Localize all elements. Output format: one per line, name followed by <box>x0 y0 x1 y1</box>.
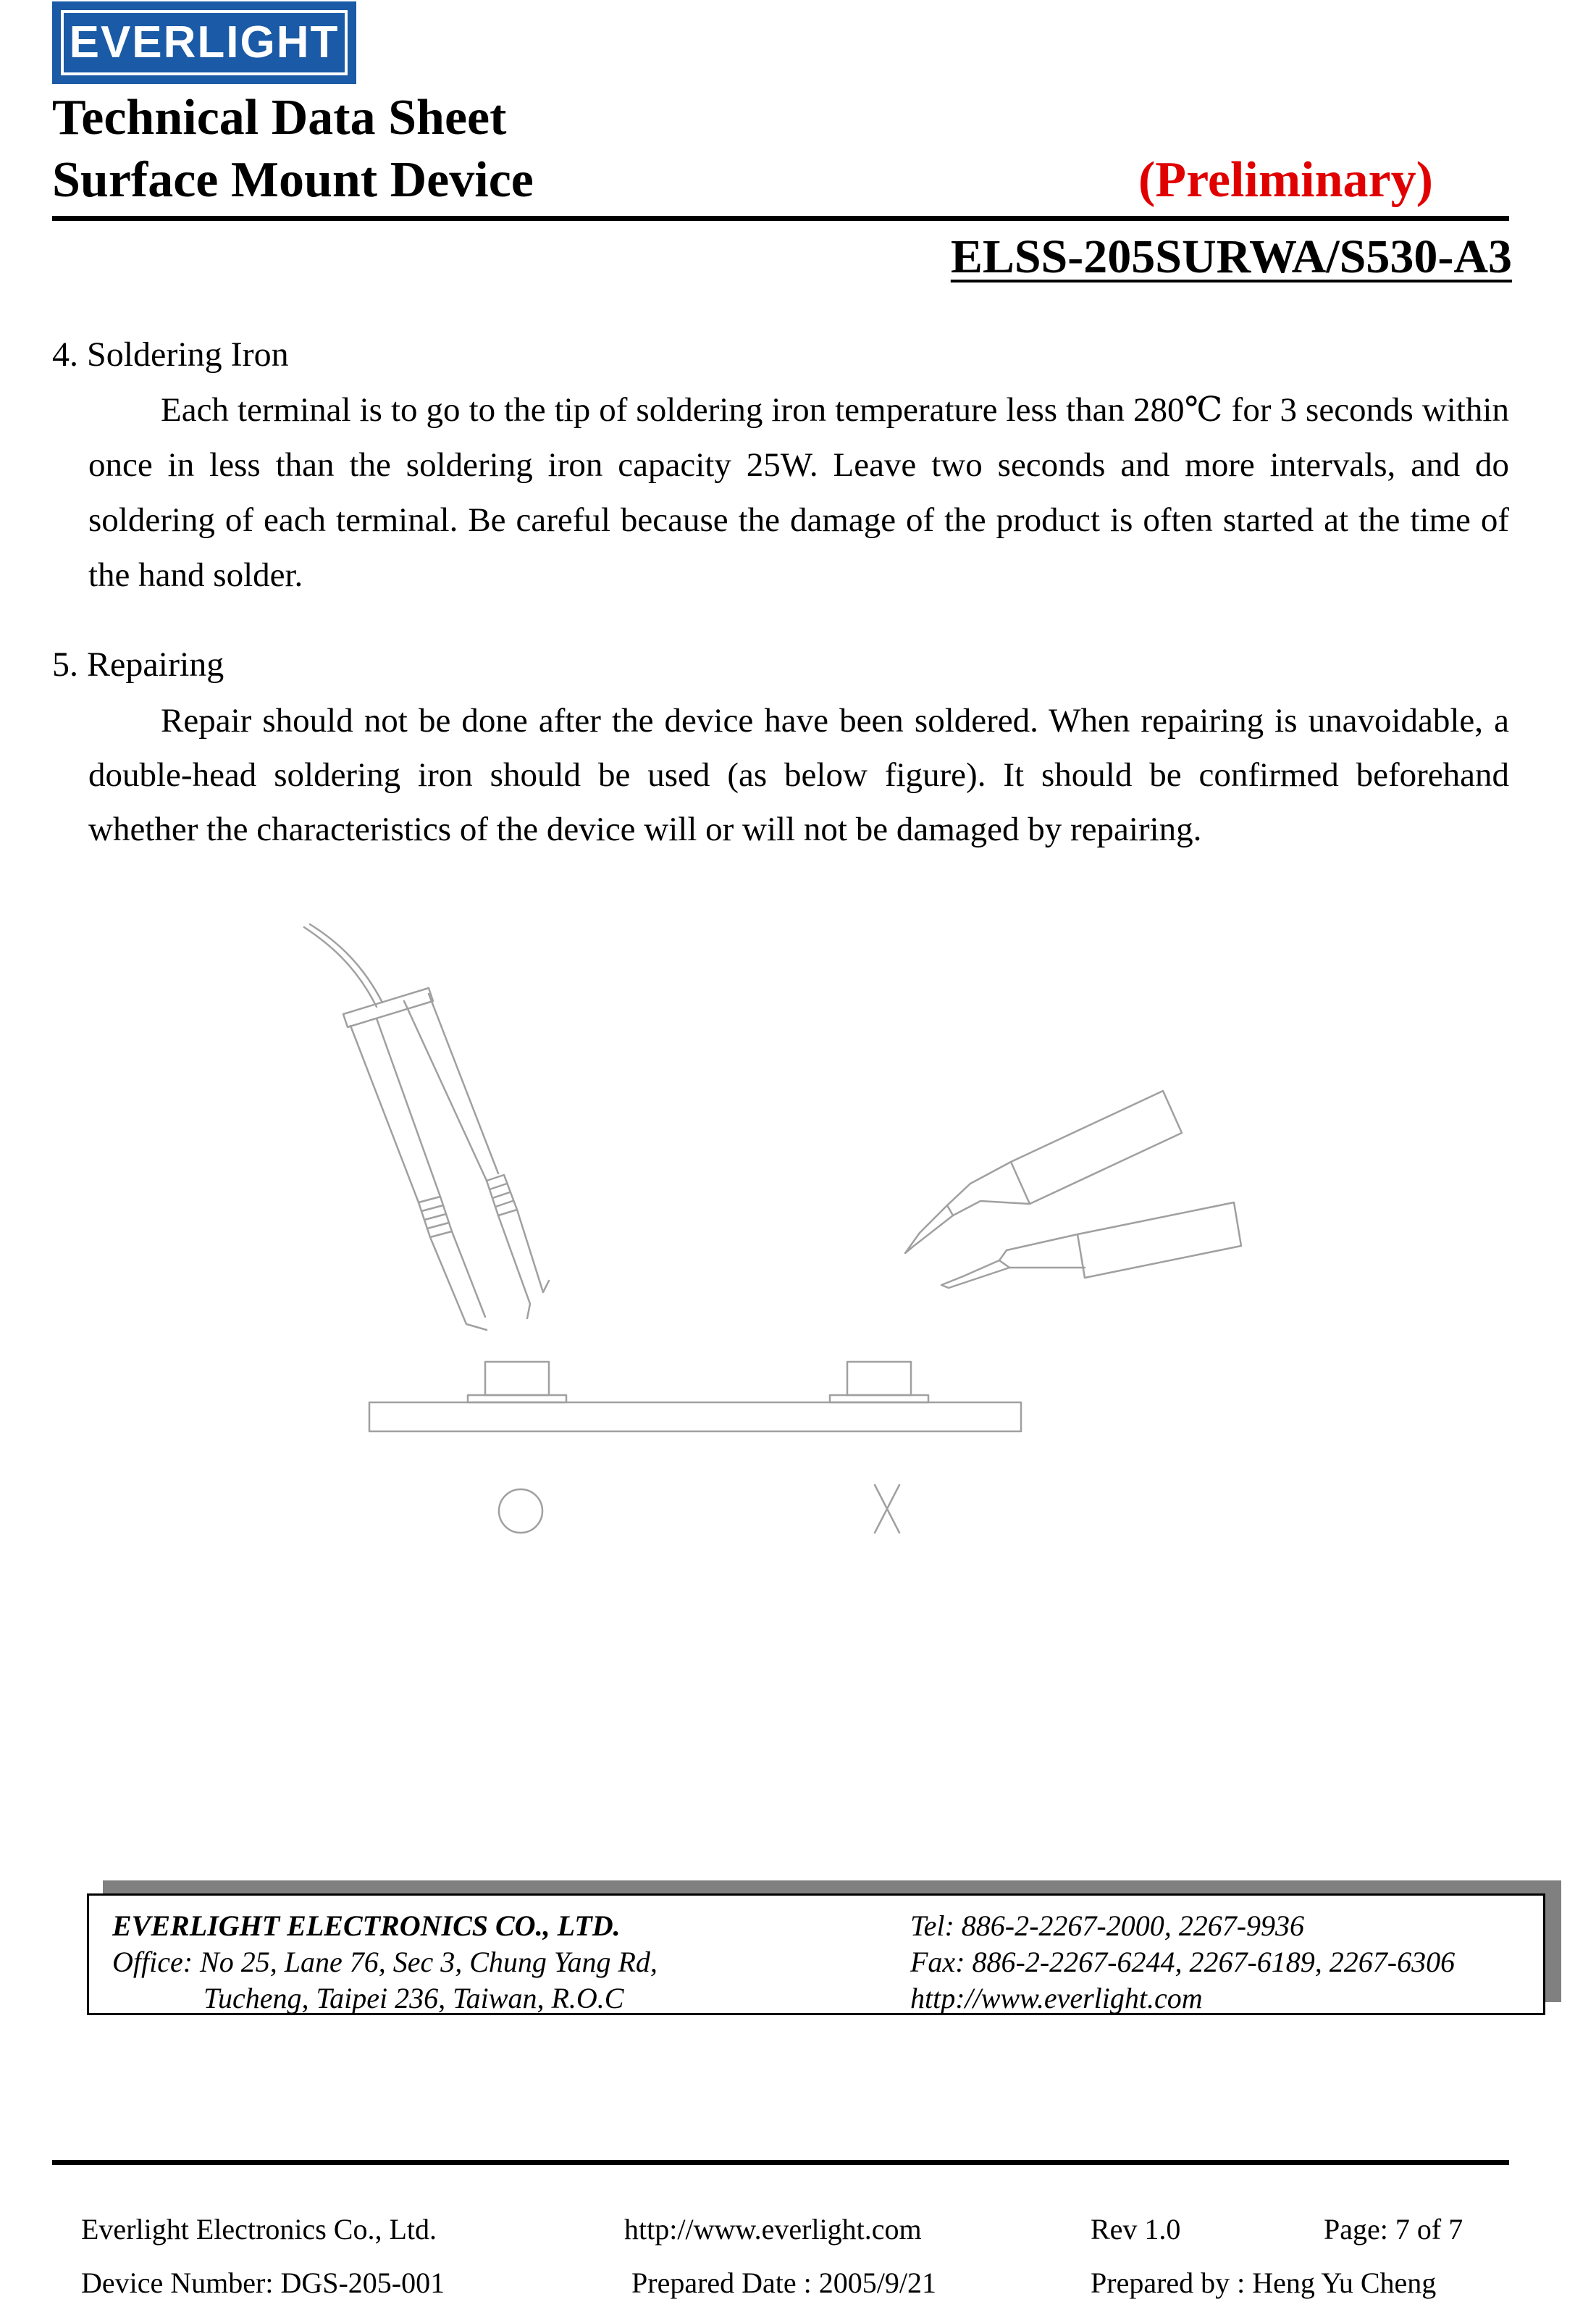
contact-website-link[interactable]: http://www.everlight.com <box>910 1982 1203 2014</box>
section-heading-repairing: 5. Repairing <box>52 645 224 684</box>
single-soldering-iron-pair-icon <box>905 1091 1241 1288</box>
contact-city: Tucheng, Taipei 236, Taiwan, R.O.C <box>203 1982 624 2014</box>
footer-prepared-by: Prepared by : Heng Yu Cheng <box>1091 2267 1437 2299</box>
logo-text: EVERLIGHT <box>69 17 340 67</box>
header-rule <box>52 216 1509 221</box>
ok-circle-icon <box>499 1489 542 1533</box>
pcb-board-icon <box>369 1362 1021 1431</box>
doc-title-line1: Technical Data Sheet <box>52 90 507 146</box>
footer-company: Everlight Electronics Co., Ltd. <box>81 2213 437 2246</box>
double-head-soldering-iron-icon <box>304 924 549 1330</box>
everlight-logo <box>52 1 356 84</box>
contact-office: Office: No 25, Lane 76, Sec 3, Chung Yang Rd, <box>112 1946 658 1978</box>
contact-box <box>87 1893 1545 2015</box>
soldering-iron-text: Each terminal is to go to the tip of soldering iron temperature less than 280℃ for 3 seconds within once in less than the soldering iron capacity 25W. Leave two seconds and more intervals, and do soldering of each terminal. Be careful because the damage of the product is often started at the time of the hand solder. <box>88 391 1509 594</box>
section-body-soldering-iron <box>88 382 1509 603</box>
doc-title-line2: Surface Mount Device <box>52 152 534 208</box>
repair-figure <box>268 913 1267 1565</box>
part-number: ELSS-205SURWA/S530-A3 <box>950 230 1512 283</box>
section-body-repairing <box>88 694 1509 857</box>
footer-prepared-date: Prepared Date : 2005/9/21 <box>631 2267 936 2299</box>
footer-device-number: Device Number: DGS-205-001 <box>81 2267 445 2299</box>
section-heading-soldering-iron: 4. Soldering Iron <box>52 335 289 374</box>
contact-company: EVERLIGHT ELECTRONICS CO., LTD. <box>112 1909 621 1942</box>
logo-frame <box>61 10 348 75</box>
footer-website-link[interactable]: http://www.everlight.com <box>624 2213 922 2246</box>
footer-rule <box>52 2160 1509 2165</box>
footer-revision: Rev 1.0 <box>1091 2213 1181 2246</box>
contact-tel: Tel: 886-2-2267-2000, 2267-9936 <box>910 1909 1305 1942</box>
repairing-text: Repair should not be done after the device have been soldered. When repairing is unavoidable, a double-head soldering iron should be used (as below figure). It should be confirmed beforehand whether the characteristics of the device will or will not be damaged by repairing. <box>88 702 1509 848</box>
preliminary-label: (Preliminary) <box>1138 152 1433 208</box>
footer-page-number: Page: 7 of 7 <box>1324 2213 1463 2246</box>
ng-cross-icon <box>875 1485 899 1533</box>
contact-fax: Fax: 886-2-2267-6244, 2267-6189, 2267-6306 <box>910 1946 1456 1978</box>
